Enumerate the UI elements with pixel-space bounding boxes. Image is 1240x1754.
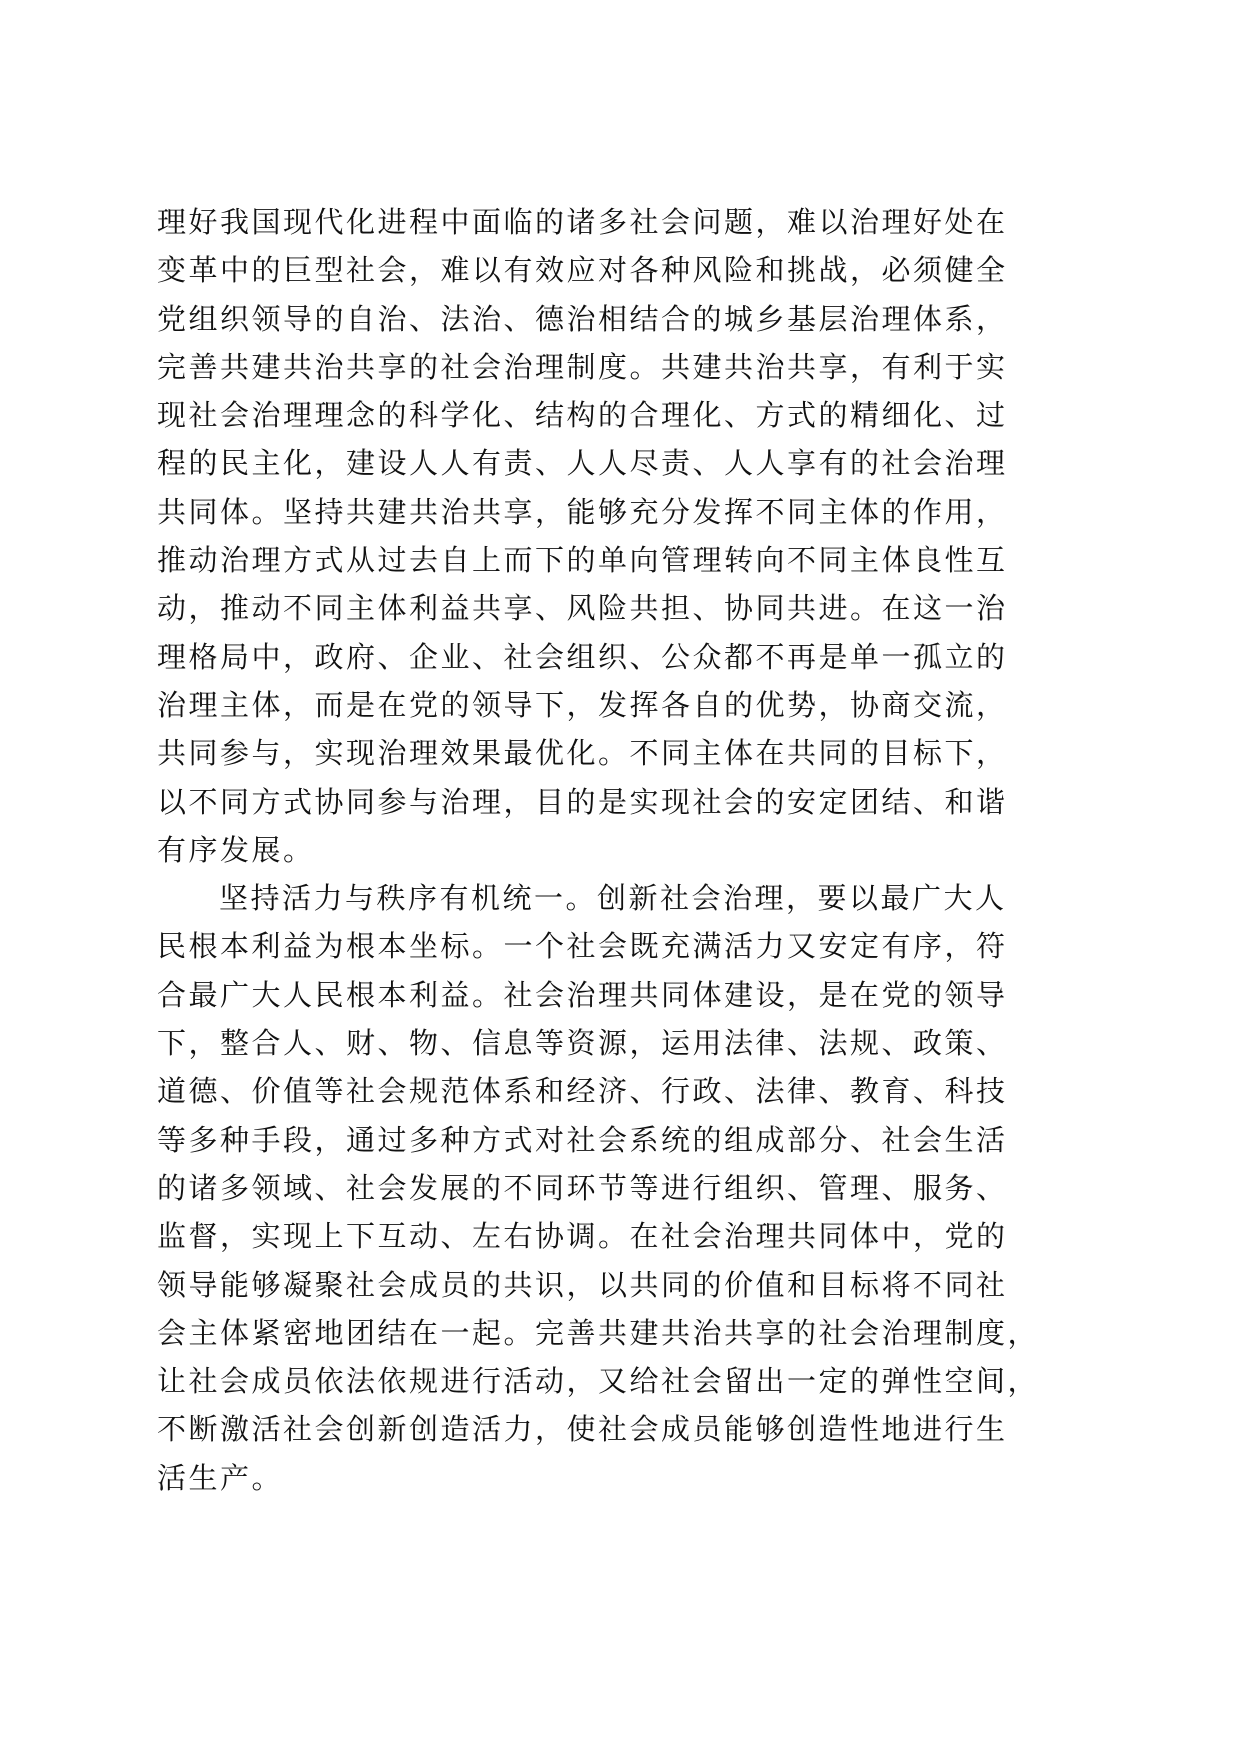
paragraph-line: 治理主体，而是在党的领导下，发挥各自的优势，协商交流， [157, 687, 1008, 722]
paragraph-line: 下，整合人、财、物、信息等资源，运用法律、法规、政策、 [157, 1026, 1008, 1061]
paragraph-1 [157, 198, 1087, 874]
paragraph-line: 理格局中，政府、企业、社会组织、公众都不再是单一孤立的 [157, 639, 1008, 674]
paragraph-line: 活生产。 [157, 1460, 284, 1495]
paragraph-line: 理好我国现代化进程中面临的诸多社会问题，难以治理好处在 [157, 205, 1008, 239]
paragraph-line: 以不同方式协同参与治理，目的是实现社会的安定团结、和谐 [157, 784, 1008, 819]
paragraph-line: 道德、价值等社会规范体系和经济、行政、法律、教育、科技 [157, 1074, 1008, 1109]
paragraph-line: 有序发展。 [157, 832, 315, 867]
paragraph-line: 动，推动不同主体利益共享、风险共担、协同共进。在这一治 [157, 591, 1008, 626]
paragraph-line: 让社会成员依法依规进行活动，又给社会留出一定的弹性空间， [157, 1364, 1040, 1399]
paragraph-line: 会主体紧密地团结在一起。完善共建共治共享的社会治理制度， [157, 1315, 1040, 1350]
paragraph-line: 民根本利益为根本坐标。一个社会既充满活力又安定有序，符 [157, 929, 1008, 964]
paragraph-line: 共同体。坚持共建共治共享，能够充分发挥不同主体的作用， [157, 494, 1008, 529]
paragraph-line: 完善共建共治共享的社会治理制度。共建共治共享，有利于实 [157, 349, 1008, 384]
paragraph-line: 共同参与，实现治理效果最优化。不同主体在共同的目标下， [157, 736, 1008, 771]
paragraph-2 [157, 874, 1087, 1502]
paragraph-line: 推动治理方式从过去自上而下的单向管理转向不同主体良性互 [157, 543, 1008, 578]
paragraph-line: 合最广大人民根本利益。社会治理共同体建设，是在党的领导 [157, 977, 1008, 1012]
paragraph-line: 现社会治理理念的科学化、结构的合理化、方式的精细化、过 [157, 398, 1008, 433]
paragraph-line: 党组织领导的自治、法治、德治相结合的城乡基层治理体系， [157, 301, 1008, 336]
paragraph-line: 不断激活社会创新创造活力，使社会成员能够创造性地进行生 [157, 1412, 1008, 1447]
paragraph-line: 程的民主化，建设人人有责、人人尽责、人人享有的社会治理 [157, 446, 1008, 481]
paragraph-line: 等多种手段，通过多种方式对社会系统的组成部分、社会生活 [157, 1122, 1008, 1157]
paragraph-line: 坚持活力与秩序有机统一。创新社会治理，要以最广大人 [219, 881, 1007, 916]
paragraph-line: 变革中的巨型社会，难以有效应对各种风险和挑战，必须健全 [157, 253, 1008, 288]
paragraph-line: 的诸多领域、社会发展的不同环节等进行组织、管理、服务、 [157, 1170, 1008, 1205]
paragraph-line: 监督，实现上下互动、左右协调。在社会治理共同体中，党的 [157, 1219, 1008, 1254]
body-text [157, 198, 1087, 1502]
paragraph-line: 领导能够凝聚社会成员的共识，以共同的价值和目标将不同社 [157, 1267, 1008, 1302]
